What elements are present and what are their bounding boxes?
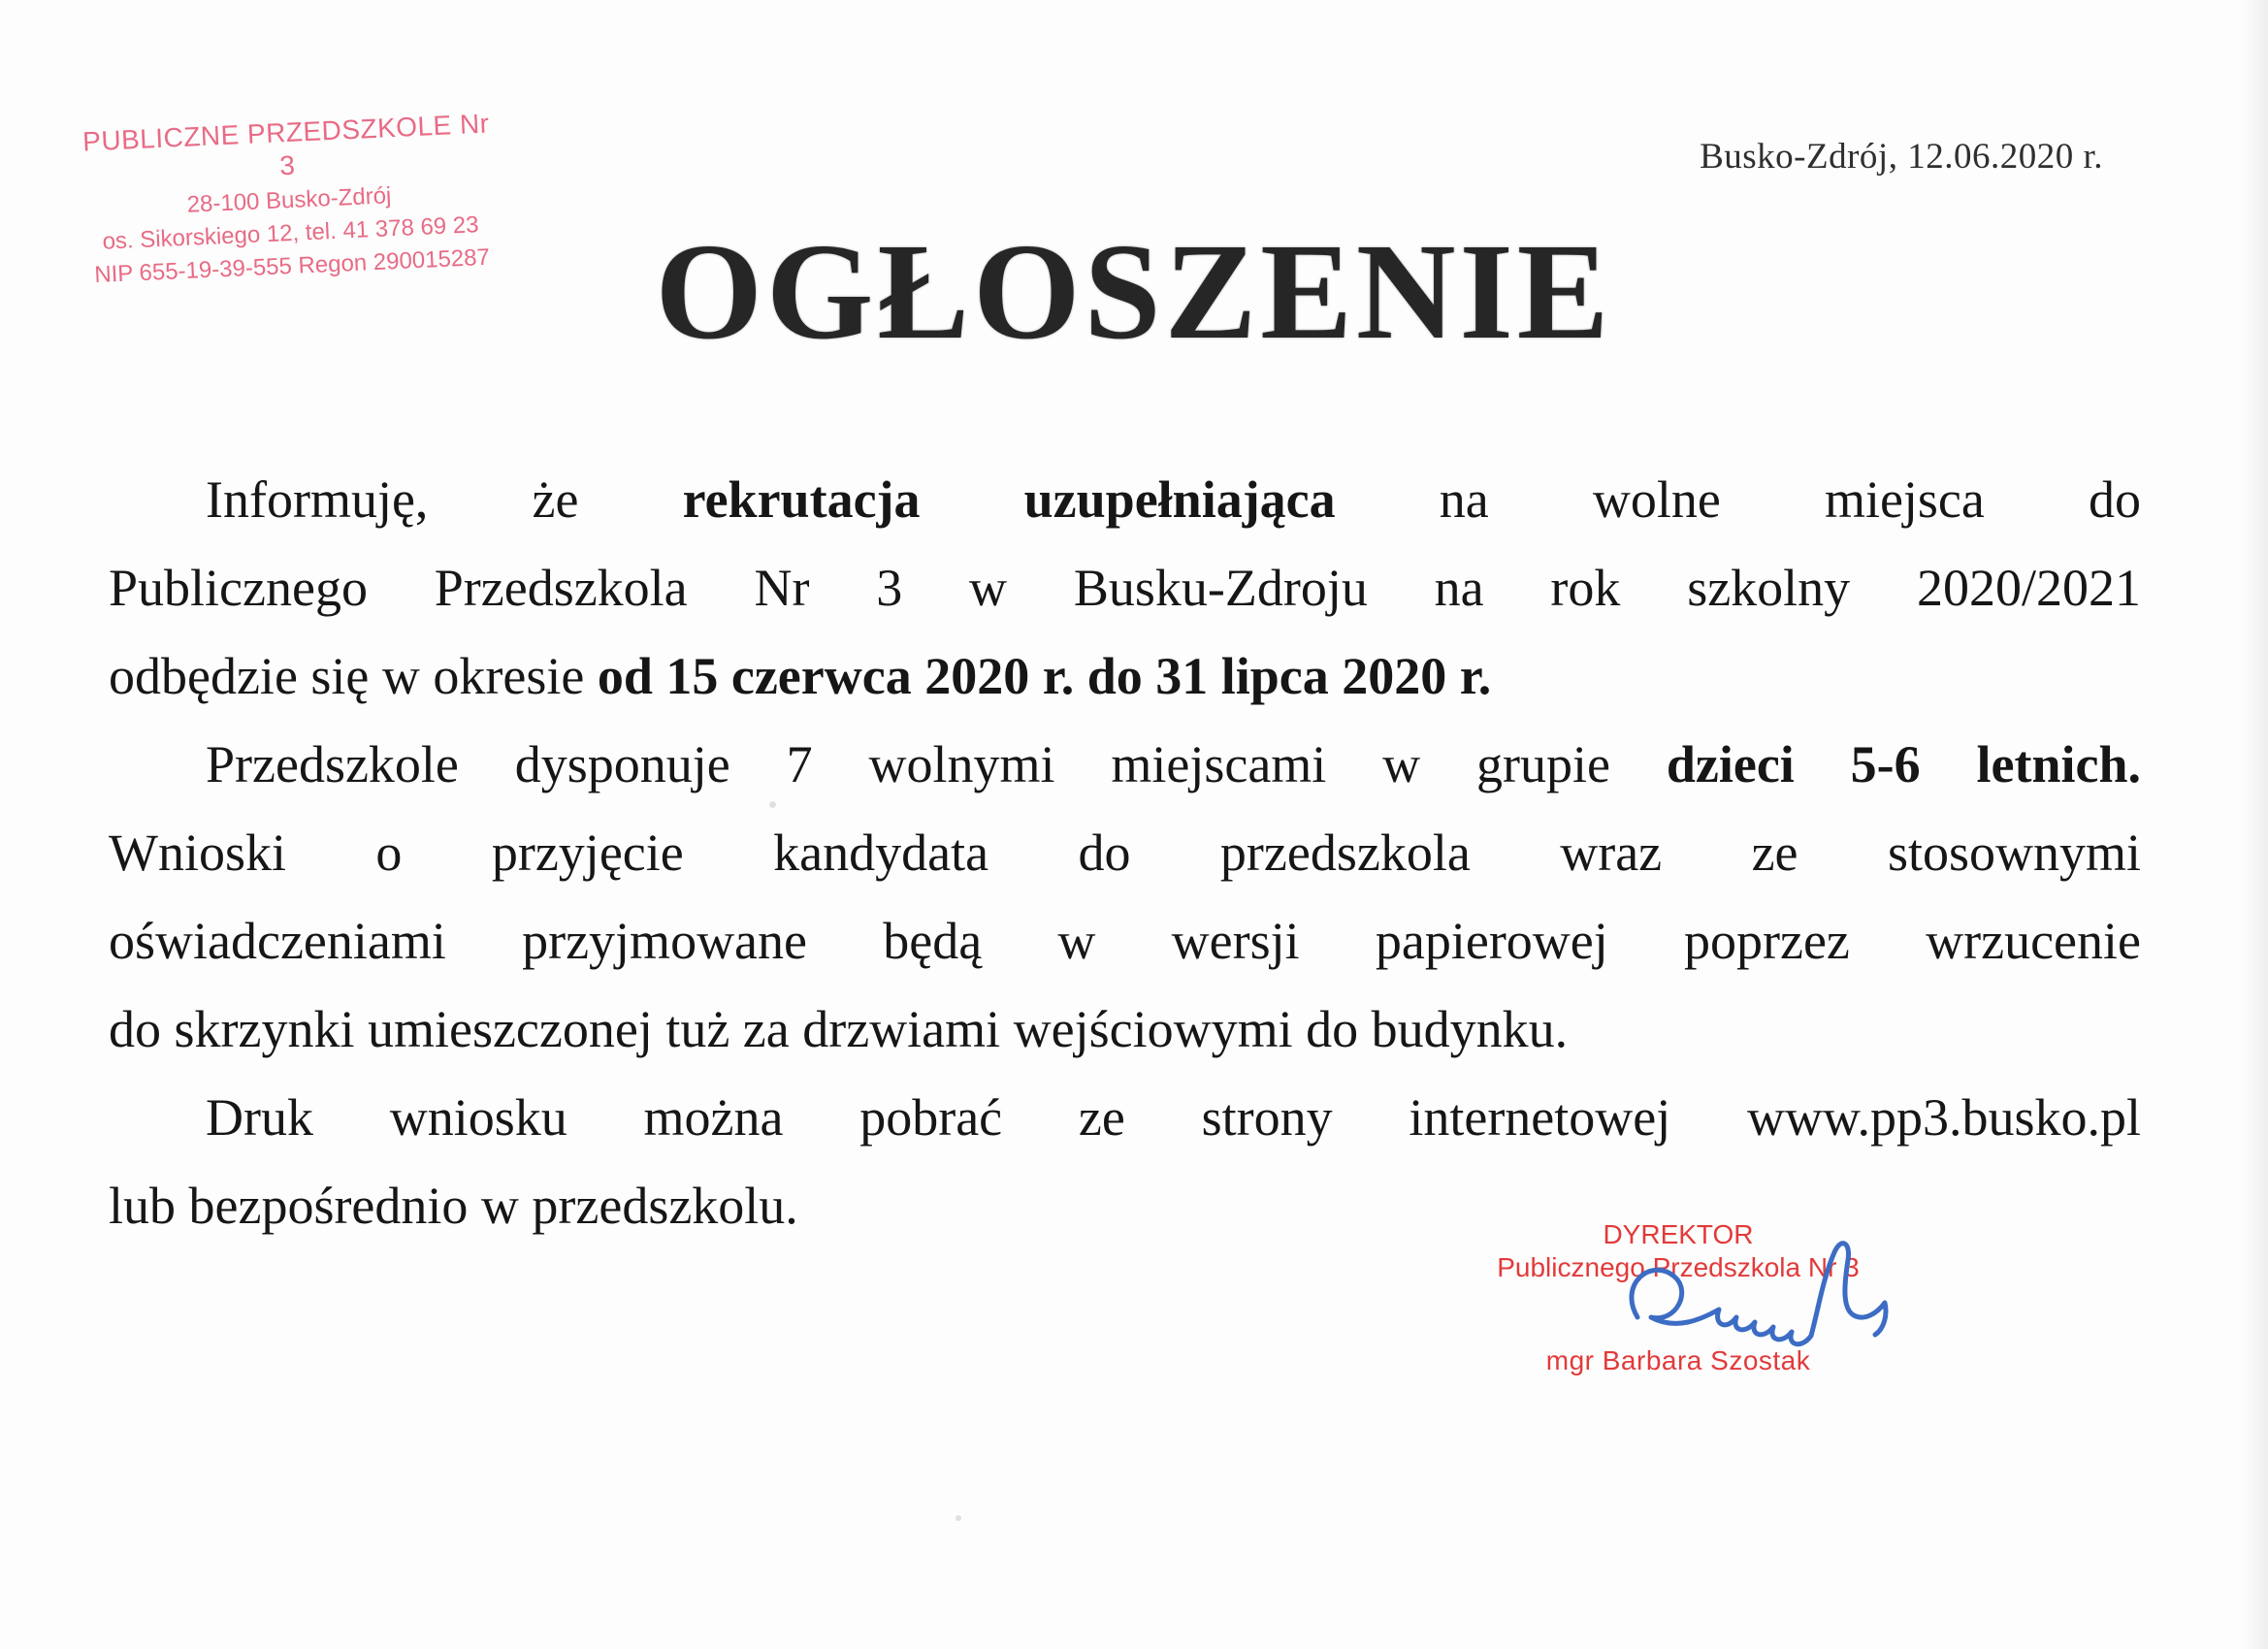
body-text-segment: Druk wniosku można pobrać ze strony internetowej www.pp3.busko.pl <box>206 1088 2141 1147</box>
stamp-line: os. Sikorskiego 12, tel. 41 378 69 23 <box>102 211 480 255</box>
signature-org: Publicznego Przedszkola Nr 3 <box>1497 1252 1860 1282</box>
stamp-line: PUBLICZNE PRZEDSZKOLE Nr 3 <box>81 108 491 181</box>
body-text-segment: Publicznego Przedszkola Nr 3 w Busku-Zdroju na rok szkolny 2020/2021 <box>109 559 2141 617</box>
body-text-segment-bold: dzieci 5-6 letnich. <box>1666 735 2141 793</box>
body-text-segment: na wolne miejsca do <box>1335 470 2141 529</box>
body-text-segment: oświadczeniami przyjmowane będą w wersji papierowej poprzez wrzucenie <box>109 912 2141 970</box>
scan-speck <box>769 801 776 808</box>
body-text-segment: do skrzynki umieszczonej tuż za drzwiami wejściowymi do budynku. <box>109 1000 1569 1058</box>
body-line <box>109 897 2141 986</box>
body-line <box>109 1074 2141 1162</box>
stamp-line: 28-100 Busko-Zdrój <box>186 182 392 218</box>
body-text-segment-bold: od 15 czerwca 2020 r. do 31 lipca 2020 r. <box>597 647 1492 705</box>
stamp-line: NIP 655-19-39-555 Regon 290015287 <box>93 243 491 289</box>
body-line <box>109 456 2141 544</box>
signature-name: mgr Barbara Szostak <box>1545 1345 1811 1375</box>
body-line <box>109 721 2141 809</box>
body-text-segment: lub bezpośrednio w przedszkolu. <box>109 1177 798 1235</box>
body-line <box>109 809 2141 897</box>
signature-title: DYREKTOR <box>1603 1219 1754 1249</box>
body-text-segment: Wnioski o przyjęcie kandydata do przedszkola wraz ze stosownymi <box>109 824 2141 882</box>
scan-edge-shadow <box>2243 0 2268 1649</box>
body-line <box>109 632 2141 721</box>
body-line <box>109 986 2141 1074</box>
dateline: Busko-Zdrój, 12.06.2020 r. <box>1700 137 2103 177</box>
body-text-segment: Informuję, że <box>206 470 683 529</box>
body-line <box>109 544 2141 632</box>
handwritten-signature-icon <box>1601 1211 1989 1375</box>
scan-speck <box>956 1515 961 1521</box>
body-text-segment: Przedszkole dysponuje 7 wolnymi miejscami w grupie <box>206 735 1667 793</box>
body-text <box>109 456 2141 1250</box>
page-title: OGŁOSZENIE <box>655 214 1613 368</box>
body-text-segment-bold: rekrutacja uzupełniająca <box>682 470 1336 529</box>
body-text-segment: odbędzie się w okresie <box>109 647 598 705</box>
